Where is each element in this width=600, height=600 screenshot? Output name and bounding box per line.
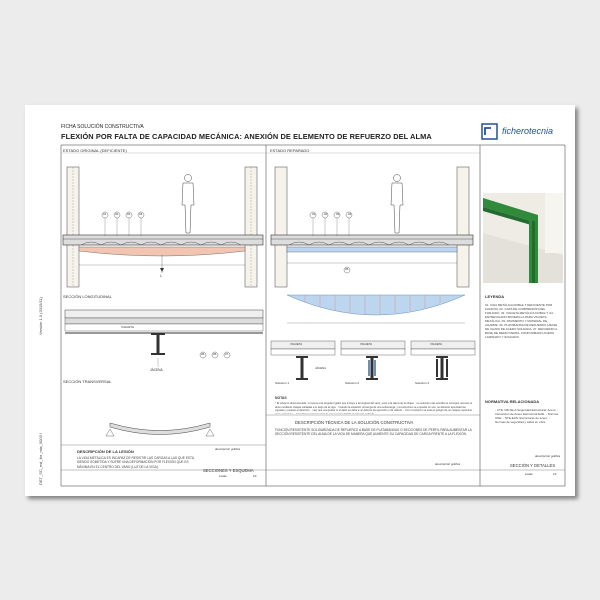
legend-title: LEYENDA: [485, 294, 505, 299]
sheet-title: FLEXIÓN POR FALTA DE CAPACIDAD MECÁNICA: ANEXIÓN DE ELEMENTO DE REFUERZO DEL ALMA: [61, 132, 432, 141]
span-label: L: [160, 274, 162, 278]
solution-2-section: [341, 341, 405, 380]
normativa-title: NORMATIVA RELACIONADA: [485, 399, 540, 404]
brand-name: ficherotecnia: [502, 126, 554, 136]
vigueta-label: VIGUETA: [290, 342, 303, 346]
jacena-label: JÁCENA: [150, 368, 163, 372]
mid-callout-02: 02: [324, 212, 328, 216]
solution-3-label: Solución 3: [415, 381, 430, 385]
mid-callout-01: 01: [312, 212, 316, 216]
callout-02: 02: [115, 212, 119, 216]
notes-title: NOTAS: [275, 396, 287, 400]
mid-callout-04: 04: [348, 212, 352, 216]
left-footer-label: SECCIONES Y ESQUEMA: [203, 468, 254, 473]
beam-photo-illustration: [483, 193, 563, 283]
document-sheet: [25, 105, 575, 496]
vigueta-label: VIGUETA: [430, 342, 443, 346]
right-footer-page: 1/F: [553, 473, 557, 476]
left-state-label: ESTADO ORIGINAL (DEFICIENTE): [63, 148, 127, 153]
jacena-label: JÁCENA: [315, 366, 327, 370]
middle-state-label: ESTADO REPARADO: [270, 148, 310, 153]
callout-05: 05: [201, 352, 205, 356]
solution-desc-title: DESCRIPCIÓN TÉCNICA DE LA SOLUCIÓN CONSTRUCTIVA: [295, 420, 414, 425]
right-footer-label: SECCIÓN Y DETALLES: [510, 463, 556, 468]
mid-callout-03: 03: [336, 212, 340, 216]
vigueta-label: VIGUETA: [121, 325, 134, 329]
solution-3-section: [411, 341, 475, 380]
section-transverse-label: SECCIÓN TRANSVERSAL: [63, 379, 112, 384]
mid-callout-06: 06: [345, 267, 349, 271]
version-label: Versión 1.0 (2015/11): [38, 297, 43, 335]
lesion-text: LA VIGA METÁLICA ES INCAPAZ DE RESISTIR LAS CARGAS A LAS QUE ESTÁ SIENDO SOMETIDA Y SUFRE UNA DEFORMACIÓN POR FLEXIÓN QUE ES MÁXIMA EN EL CENTRO DEL VANO (LUZ DE LA VIGA).: [77, 456, 195, 469]
solution-2-label: Solución 2: [345, 381, 360, 385]
callout-03: 03: [127, 212, 131, 216]
normativa-text: - CTE. DB SE-A Seguridad Estructural: Acero. - Instrucción de Acero Estructural EAE. - Normas UNE. - NTE-EAS: Estructuras de acero. - Normas de seguridad y salud en obra.: [495, 408, 559, 425]
legend-text: 01. VIGA METÁLICA DOBLE T DEFICIENTE POR FLEXIÓN. 02. CAPA DE COMPRESIÓN DEL FORJADO. 03. VIGUETA METÁLICA DOBLE T. 04. ENTREVIGADO BOVEDILLA PARA VIGUETA METÁLICA. 05. PAVIMENTO Y MATERIAL DE AGARRE. 06. PLATABANDA DE REFUERZO A BASE DE CHAPA DE ACERO SOLDADA. 07. REFUERZO A BASE DE MEDIO PERFIL CONFORMADO ACERO LAMINADO Y SOLDADO.: [485, 303, 558, 340]
notes-text: * El refuerzo dimensionado, si menos una singular rigidez que incluye a la longitud del vano, junto a la altura de la chapa. · La solución más sencilla se consigue recrecer el alma mediante chapas soldadas a lo largo de la viga. · Cuando la situación provenga de una sobrecarga, y la estructura va a quedar en uso, se deberán apuntalar las viguetas y evaluar el deterioro. · Hay que comprobar si el daño se debe a un defecto de ejecución o de cálculo. · Con el refuerzo se evita el peligro de un colapso repentino de la estructura. · Considerar el incremento de peso propio debido al refuerzo aplicado.: [275, 402, 473, 414]
solution-1-section: [271, 341, 335, 380]
callout-06: 06: [213, 352, 217, 356]
left-footer-scale: escala: [219, 475, 227, 478]
vigueta-label: VIGUETA: [360, 342, 373, 346]
right-footer-scale: escala: [525, 473, 533, 476]
callout-07: 07: [225, 352, 229, 356]
callout-04: 04: [139, 212, 143, 216]
solution-desc-text: FUNCIÓN RESISTENTE SOLIDARIZADA DE REFUERZO A BASE DE PLATABANDAS O SECCIONES DE PERFIL PARA AUMENTAR LA SECCIÓN RESISTENTE DEL ALMA DE LA VIGA DE MANERA QUE AUMENTE SU CAPACIDAD DE CARGA FRENTE A LA FLEXIÓN.: [275, 428, 472, 437]
sheet-kicker: FICHA SOLUCIÓN CONSTRUCTIVA: [61, 124, 144, 130]
callout-01: 01: [103, 212, 107, 216]
human-scale-figure: [391, 175, 403, 234]
left-desc-grafica: descripción gráfica: [215, 447, 241, 451]
lesion-title: DESCRIPCIÓN DE LA LESIÓN: [77, 449, 134, 454]
section-longitudinal-label: SECCIÓN LONGITUDINAL: [63, 294, 112, 299]
middle-desc-grafica: descripción gráfica: [435, 462, 461, 466]
right-desc-grafica: descripción gráfica: [535, 454, 561, 458]
solution-1-label: Solución 1: [275, 381, 290, 385]
reinforced-beam-photo: [483, 193, 563, 283]
left-footer-page: 1/F: [253, 475, 257, 478]
reference-code: DET_SC_est_for_mix_0003 /: [38, 432, 43, 485]
